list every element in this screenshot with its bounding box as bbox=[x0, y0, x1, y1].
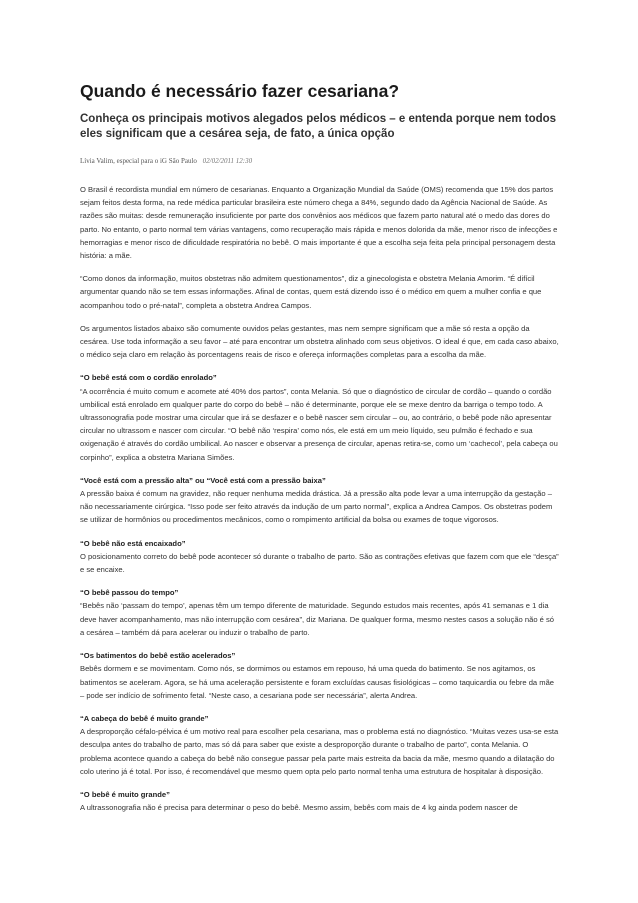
section-text: A pressão baixa é comum na gravidez, não requer nenhuma medida drástica. Já a pressão alta pode levar a uma interrupção da gestação – não necessariamente cirúrgica. “Isso pode ser feito através da indução de um parto normal”, explica a Andrea Campos. Os obstetras podem se utilizar de hormônios ou procedimentos mecânicos, como o rompimento artificial da bolsa ou exames de toque vigorosos. bbox=[80, 489, 553, 525]
section-text: O posicionamento correto do bebê pode acontecer só durante o trabalho de parto. São as contrações efetivas que fazem com que ele “desça” e se encaixe. bbox=[80, 551, 559, 575]
article-subtitle: Conheça os principais motivos alegados pelos médicos – e entenda porque nem todos eles significam que a cesárea seja, de fato, a única opção bbox=[80, 113, 557, 140]
intro-paragraph: “Como donos da informação, muitos obstetras não admitem questionamentos”, diz a ginecologista e obstetra Melania Amorim. “É difícil argumentar quando não se tem essas informações. Afinal de contas, quem está dizendo isso é o médico em quem a mulher confia e que acompanhou todo o pré-natal”, completa a obstetra Andrea Campos. bbox=[80, 274, 542, 310]
section bbox=[80, 371, 560, 463]
intro-paragraph: O Brasil é recordista mundial em número de cesarianas. Enquanto a Organização Mundial da Saúde (OMS) recomenda que 15% dos partos sejam feitos desta forma, na rede médica particular brasileira este número chega a 84%, segundo dado da Agência Nacional de Saúde. As razões são muitas: desde remuneração insuficiente por parte dos convênios aos médicos que fazem parto natural até o medo das dores do parto. No entanto, o parto normal tem várias vantagens, como recuperação mais rápida e menos dolorida da mãe, menor risco de infecções e hemorragias e menor risco de dificuldade respiratória no bebê. O mais importante é que a escolha seja feita pela principal personagem desta história: a mãe. bbox=[80, 185, 558, 261]
section-heading: “Você está com a pressão alta” ou “Você está com a pressão baixa” bbox=[80, 475, 326, 485]
section-text: “A ocorrência é muito comum e acomete até 40% dos partos”, conta Melania. Só que o diagnóstico de circular de cordão – quando o cordão umbilical está enrolado em qualquer parte do corpo do bebê – não é determinante, porque ele se mexe dentro da barriga o tempo todo. A ultrassonografia pode mostrar uma circular que irá se desfazer e o bebê nascer sem circular – ou, ao contrário, o bebê pode não apresentar circular no ultrassom e nascer com circular. “O bebê não ‘respira’ como nós, ele está em um meio líquido, seu pulmão é fechado e sua oxigenação é através do cordão umbilical. Ao nascer e observar a presença de circular, apenas retira-se, como um ‘cachecol’, pela cabeça ou corpinho”, explica a obstetra Mariana Simões. bbox=[80, 386, 558, 462]
article-body bbox=[80, 183, 560, 824]
section-heading: “O bebê está com o cordão enrolado” bbox=[80, 373, 217, 383]
section bbox=[80, 537, 560, 577]
section-heading: “O bebê é muito grande” bbox=[80, 789, 170, 799]
section-text: “Bebês não ‘passam do tempo’, apenas têm um tempo diferente de maturidade. Segundo estudos mais recentes, após 41 semanas e 1 dia deve haver acompanhamento, mas não interrupção com cesárea”, diz Mariana. De qualquer forma, mesmo nestes casos a solução não é só a cesárea – também dá para acelerar ou induzir o trabalho de parto. bbox=[80, 601, 555, 637]
section-text: A ultrassonografia não é precisa para determinar o peso do bebê. Mesmo assim, bebês com mais de 4 kg ainda podem nascer de bbox=[80, 803, 518, 813]
section bbox=[80, 649, 560, 702]
section bbox=[80, 788, 560, 814]
section-heading: “O bebê passou do tempo” bbox=[80, 588, 179, 598]
section bbox=[80, 474, 560, 527]
section-heading: “A cabeça do bebê é muito grande” bbox=[80, 713, 209, 723]
section-text: A desproporção céfalo-pélvica é um motivo real para escolher pela cesariana, mas o problema está no diagnóstico. “Muitas vezes usa-se esta desculpa antes do trabalho de parto, mas só dá para saber que existe a desproporção durante o trabalho de parto”, conta Melania. O problema acontece quando a cabeça do bebê não consegue passar pela parte mais estreita da bacia da mãe, mesmo quando a dilatação do colo uterino já é total. Por isso, é recomendável que mesmo quem opta pelo parto normal tenha uma estrutura de hospitalar à disposição. bbox=[80, 727, 559, 776]
section bbox=[80, 586, 560, 639]
publish-date: 02/02/2011 12:30 bbox=[202, 157, 253, 165]
page-title: Quando é necessário fazer cesariana? bbox=[80, 81, 400, 101]
intro-paragraph: Os argumentos listados abaixo são comumente ouvidos pelas gestantes, mas nem sempre significam que a mãe só resta a opção da cesárea. Use toda informação a seu favor – até para encontrar um obstetra alinhado com seus objetivos. O ideal é que, em cada caso abaixo, o médico seja claro em relação às porcentagens reais de risco e ofereça informações completas para a escolha da mãe. bbox=[80, 323, 559, 360]
section-heading: “Os batimentos do bebê estão acelerados” bbox=[80, 651, 236, 661]
byline bbox=[80, 157, 560, 165]
section-text: Bebês dormem e se movimentam. Como nós, se dormimos ou estamos em repouso, há uma queda do batimento. Se nos agitamos, os batimentos se aceleram. Agora, se há uma aceleração persistente e foram excluídas causas fisiológicas – como taquicardia ou febre da mãe – pode ser indício de sofrimento fetal. “Neste caso, a cesariana pode ser necessária”, alerta Andrea. bbox=[80, 664, 555, 700]
author: Lívia Valim, especial para o iG São Paulo bbox=[80, 157, 197, 165]
section bbox=[80, 712, 560, 778]
section-heading: “O bebê não está encaixado” bbox=[80, 538, 186, 548]
